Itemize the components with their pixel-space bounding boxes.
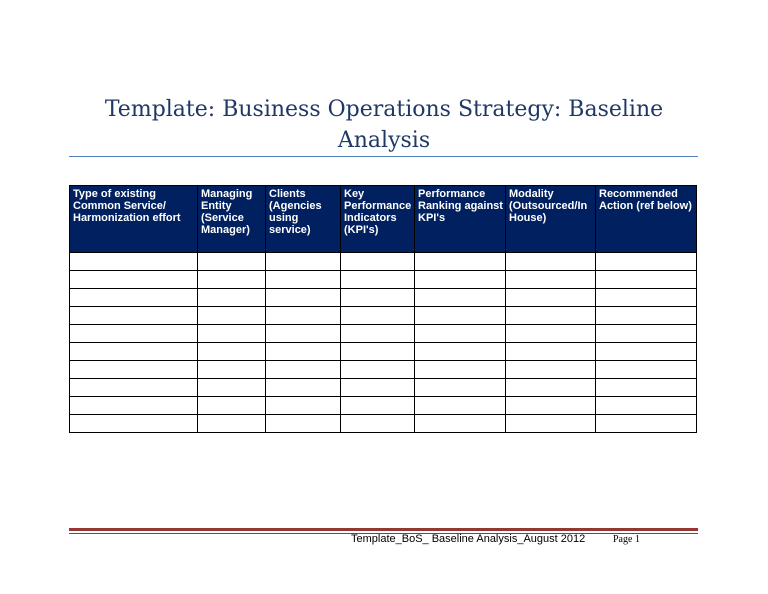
table-cell[interactable] — [70, 271, 198, 289]
table-cell[interactable] — [266, 253, 341, 271]
table-cell[interactable] — [198, 307, 266, 325]
title-divider — [69, 156, 698, 157]
table-cell[interactable] — [415, 271, 506, 289]
table-cell[interactable] — [70, 253, 198, 271]
table-cell[interactable] — [198, 397, 266, 415]
header-recommended-action: Recommended Action (ref below) — [596, 186, 697, 253]
table-row — [70, 379, 697, 397]
table-cell[interactable] — [198, 361, 266, 379]
table-cell[interactable] — [341, 343, 415, 361]
table-cell[interactable] — [266, 415, 341, 433]
table-cell[interactable] — [506, 289, 596, 307]
table-row — [70, 289, 697, 307]
table-cell[interactable] — [70, 325, 198, 343]
table-cell[interactable] — [266, 325, 341, 343]
table-cell[interactable] — [341, 397, 415, 415]
baseline-analysis-table — [69, 185, 697, 433]
table-cell[interactable] — [70, 379, 198, 397]
footer-rule-thick — [69, 528, 698, 531]
table-row — [70, 271, 697, 289]
table-cell[interactable] — [506, 361, 596, 379]
table-cell[interactable] — [415, 361, 506, 379]
table-cell[interactable] — [506, 271, 596, 289]
header-kpis: Key Performance Indicators (KPI's) — [341, 186, 415, 253]
table-cell[interactable] — [70, 361, 198, 379]
table-cell[interactable] — [198, 325, 266, 343]
table-cell[interactable] — [506, 325, 596, 343]
table-cell[interactable] — [596, 253, 697, 271]
table-cell[interactable] — [198, 379, 266, 397]
table-row — [70, 397, 697, 415]
table-cell[interactable] — [415, 307, 506, 325]
table-cell[interactable] — [596, 397, 697, 415]
table-cell[interactable] — [415, 253, 506, 271]
table-cell[interactable] — [70, 415, 198, 433]
table-cell[interactable] — [341, 361, 415, 379]
table-body — [70, 253, 697, 433]
header-clients: Clients (Agencies using service) — [266, 186, 341, 253]
table-cell[interactable] — [596, 343, 697, 361]
table-cell[interactable] — [198, 289, 266, 307]
table-cell[interactable] — [341, 289, 415, 307]
table-cell[interactable] — [415, 343, 506, 361]
table-cell[interactable] — [341, 307, 415, 325]
table-cell[interactable] — [198, 253, 266, 271]
table-row — [70, 343, 697, 361]
table-cell[interactable] — [341, 271, 415, 289]
table-cell[interactable] — [596, 361, 697, 379]
footer-page-number: Page 1 — [613, 534, 640, 545]
table-cell[interactable] — [596, 271, 697, 289]
table-cell[interactable] — [70, 397, 198, 415]
table-cell[interactable] — [415, 325, 506, 343]
table-cell[interactable] — [415, 289, 506, 307]
table-cell[interactable] — [266, 379, 341, 397]
table-row — [70, 253, 697, 271]
table-cell[interactable] — [506, 253, 596, 271]
footer-document-name: Template_BoS_ Baseline Analysis_August 2012 — [351, 533, 586, 545]
table-cell[interactable] — [70, 343, 198, 361]
table-cell[interactable] — [266, 289, 341, 307]
table-row — [70, 307, 697, 325]
table-cell[interactable] — [415, 379, 506, 397]
header-managing-entity: Managing Entity (Service Manager) — [198, 186, 266, 253]
table-cell[interactable] — [506, 415, 596, 433]
table-cell[interactable] — [506, 307, 596, 325]
table-cell[interactable] — [341, 325, 415, 343]
table-cell[interactable] — [596, 289, 697, 307]
table-cell[interactable] — [198, 415, 266, 433]
table-header-row — [70, 186, 697, 253]
table-cell[interactable] — [266, 307, 341, 325]
table-cell[interactable] — [266, 397, 341, 415]
table-cell[interactable] — [70, 307, 198, 325]
table-cell[interactable] — [415, 397, 506, 415]
table-cell[interactable] — [198, 343, 266, 361]
table-cell[interactable] — [341, 379, 415, 397]
table-cell[interactable] — [506, 343, 596, 361]
table-row — [70, 325, 697, 343]
table-cell[interactable] — [596, 307, 697, 325]
table-cell[interactable] — [266, 361, 341, 379]
header-service-type: Type of existing Common Service/ Harmonization effort — [70, 186, 198, 253]
table-cell[interactable] — [266, 343, 341, 361]
table-cell[interactable] — [415, 415, 506, 433]
table-cell[interactable] — [506, 397, 596, 415]
table-cell[interactable] — [596, 325, 697, 343]
table-cell[interactable] — [70, 289, 198, 307]
table-cell[interactable] — [596, 379, 697, 397]
table-cell[interactable] — [198, 271, 266, 289]
table-cell[interactable] — [341, 415, 415, 433]
document-title: Template: Business Operations Strategy: Baseline Analysis — [104, 97, 664, 153]
table-row — [70, 361, 697, 379]
header-performance-ranking: Performance Ranking against KPI's — [415, 186, 506, 253]
table-row — [70, 415, 697, 433]
table-cell[interactable] — [596, 415, 697, 433]
table-cell[interactable] — [266, 271, 341, 289]
table-cell[interactable] — [341, 253, 415, 271]
header-modality: Modality (Outsourced/In House) — [506, 186, 596, 253]
table-cell[interactable] — [506, 379, 596, 397]
